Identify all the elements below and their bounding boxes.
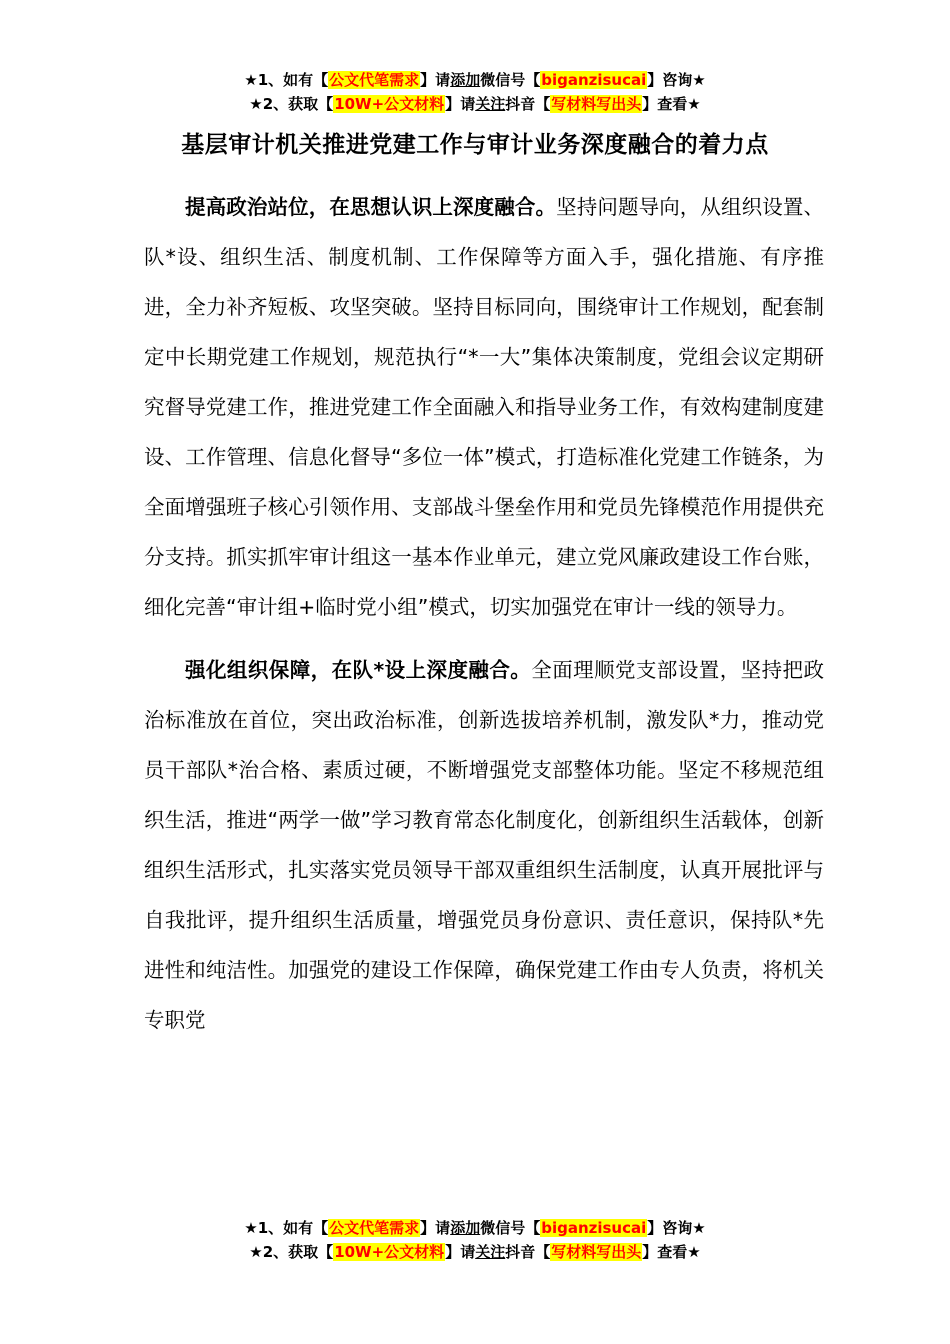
banner-text: 】查看★ [642, 1243, 701, 1261]
banner-text: 】咨询★ [647, 71, 706, 89]
banner-highlight: 写材料写出头 [551, 95, 642, 113]
banner-line-2 [0, 92, 950, 116]
banner-text: 微信号【 [480, 71, 541, 89]
banner-text: 】请 [445, 1243, 476, 1261]
banner-highlight: 公文代笔需求 [329, 1219, 420, 1237]
banner-text: ★1、如有【 [244, 71, 329, 89]
banner-highlight: biganzisucai [541, 1219, 647, 1237]
document-title: 基层审计机关推进党建工作与审计业务深度融合的着力点 [181, 132, 769, 158]
paragraph [144, 645, 824, 1045]
header-banner [0, 68, 950, 116]
paragraph-lead: 强化组织保障，在队*设上深度融合。 [185, 658, 532, 682]
banner-highlight: 10W+公文材料 [334, 95, 445, 113]
banner-text: 】请 [420, 71, 451, 89]
paragraph-text: 坚持问题导向，从组织设置、队*设、组织生活、制度机制、工作保障等方面入手，强化措施、有序推进，全力补齐短板、攻坚突破。坚持目标同向，围绕审计工作规划，配套制定中长期党建工作规划，规范执行“*一大”集体决策制度，党组会议定期研究督导党建工作，推进党建工作全面融入和指导业务工作，有效构建制度建设、工作管理、信息化督导“多位一体”模式，打造标准化党建工作链条，为全面增强班子核心引领作用、支部战斗堡垒作用和党员先锋模范作用提供充分支持。抓实抓牢审计组这一基本作业单元，建立党风廉政建设工作台账，细化完善“审计组+临时党小组”模式，切实加强党在审计一线的领导力。 [144, 195, 825, 619]
document-body [144, 182, 824, 1045]
banner-underline: 关注 [475, 95, 506, 113]
banner-text: ★2、获取【 [249, 1243, 334, 1261]
footer-banner [0, 1216, 950, 1264]
banner-highlight: 公文代笔需求 [329, 71, 420, 89]
paragraph-lead: 提高政治站位，在思想认识上深度融合。 [185, 195, 557, 219]
banner-text: ★2、获取【 [249, 95, 334, 113]
banner-text: 抖音【 [505, 95, 551, 113]
paragraph [144, 182, 824, 632]
banner-text: 】查看★ [642, 95, 701, 113]
banner-underline: 关注 [475, 1243, 506, 1261]
banner-text: 微信号【 [480, 1219, 541, 1237]
banner-line-1 [0, 1216, 950, 1240]
banner-text: 抖音【 [505, 1243, 551, 1261]
banner-line-2 [0, 1240, 950, 1264]
banner-highlight: 10W+公文材料 [334, 1243, 445, 1261]
banner-text: 】请 [445, 95, 476, 113]
banner-line-1 [0, 68, 950, 92]
paragraph-text: 全面理顺党支部设置，坚持把政治标准放在首位，突出政治标准，创新选拔培养机制，激发队*力，推动党员干部队*治合格、素质过硬，不断增强党支部整体功能。坚定不移规范组织生活，推进“两学一做”学习教育常态化制度化，创新组织生活载体，创新组织生活形式，扎实落实党员领导干部双重组织生活制度，认真开展批评与自我批评，提升组织生活质量，增强党员身份意识、责任意识，保持队*先进性和纯洁性。加强党的建设工作保障，确保党建工作由专人负责，将机关专职党 [144, 658, 824, 1032]
banner-text: ★1、如有【 [244, 1219, 329, 1237]
banner-underline: 添加 [450, 1219, 481, 1237]
banner-highlight: 写材料写出头 [551, 1243, 642, 1261]
banner-highlight: biganzisucai [541, 71, 647, 89]
banner-text: 】咨询★ [647, 1219, 706, 1237]
banner-text: 】请 [420, 1219, 451, 1237]
banner-underline: 添加 [450, 71, 481, 89]
